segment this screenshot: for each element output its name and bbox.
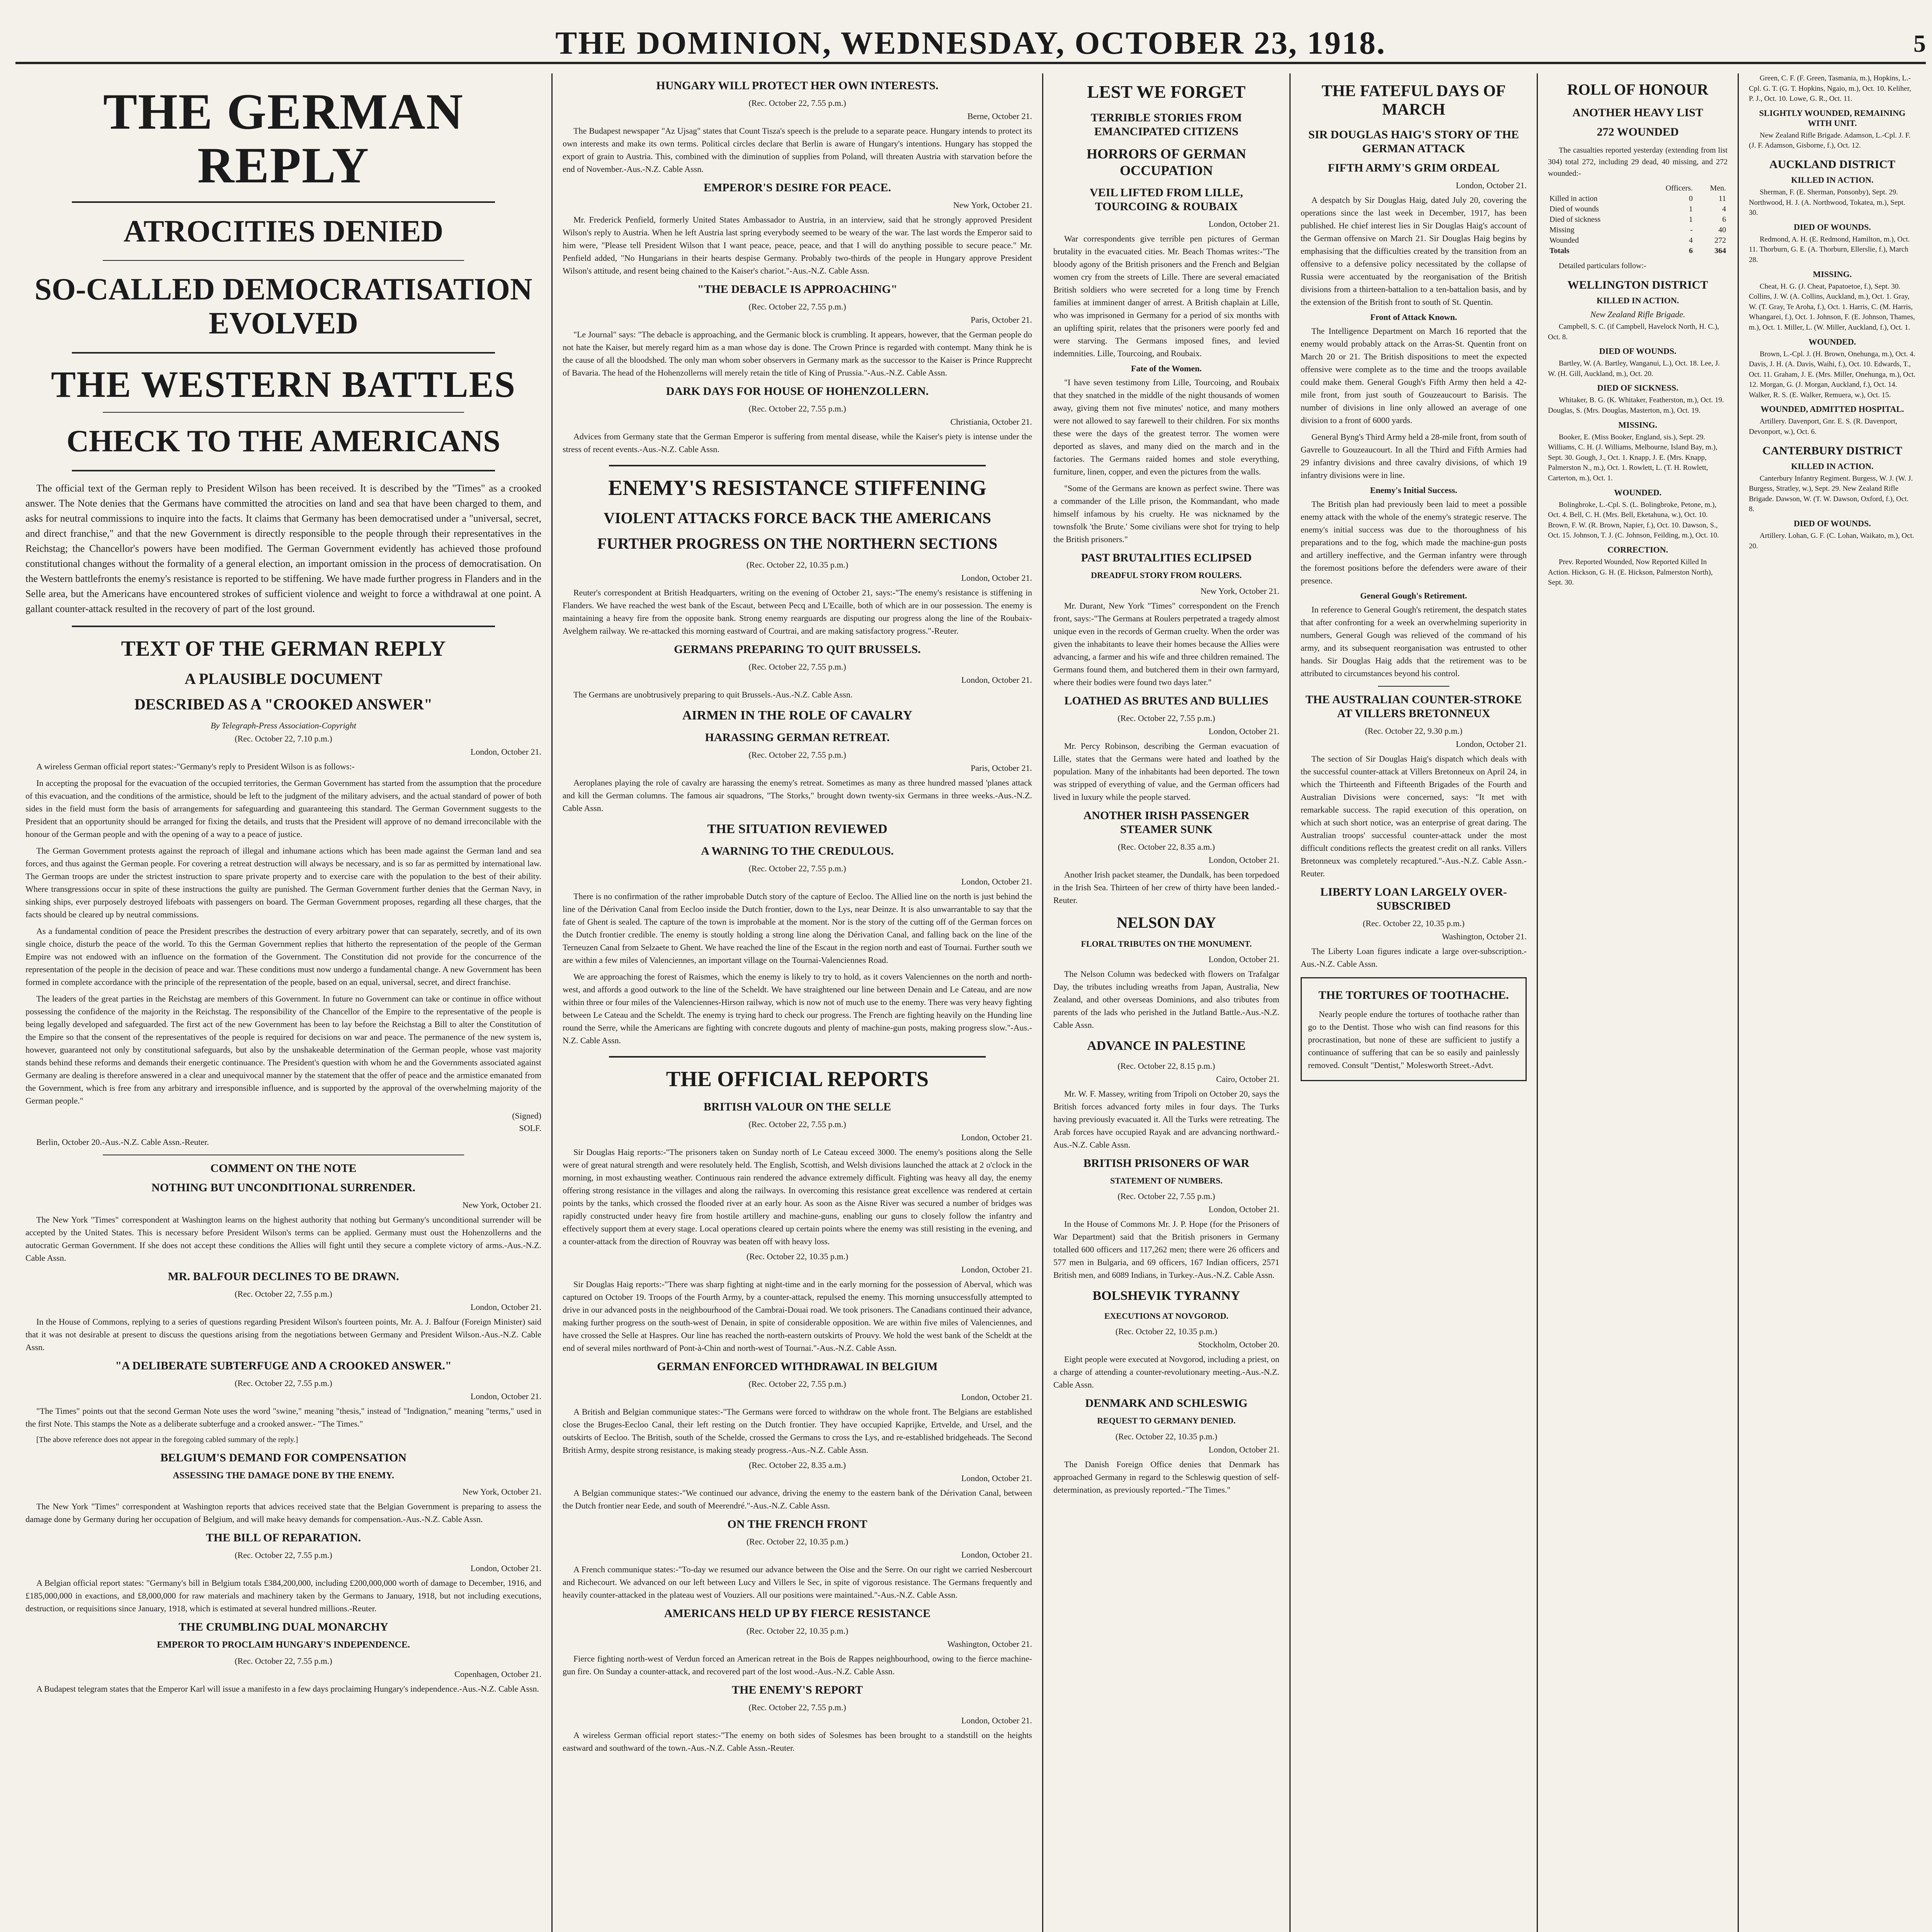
roll-note: Detailed particulars follow:-: [1559, 262, 1646, 270]
subhead-selle: BRITISH VALOUR ON THE SELLE: [703, 1100, 891, 1114]
dateline: London, October 21.: [961, 1473, 1032, 1483]
casualty-list: Green, C. F. (F. Green, Tasmania, m.), Hopkins, L.-Cpl. G. T. (G. T. Hopkins, Ngaio, m.), Oct. 10. Keliher, P. J., Oct. 10. Lowe, G. R., Oct. 11.: [1749, 74, 1912, 103]
table-cell: Missing: [1549, 226, 1575, 234]
article-paragraph: "I have seven testimony from Lille, Tourcoing, and Roubaix that they snatched in the middle of the night thousands of women away, giving them not five minutes' notice, and many mothers were not allowed to say farewell to their children. For six months these were the days of the greatest terror. The women were deported as slaves, and many died on the march and in the factories. The Germans raided homes and stole everything, furniture, linen, copper, and even the pictures from the walls.: [1053, 378, 1279, 477]
masthead-title: THE DOMINION, WEDNESDAY, OCTOBER 23, 1918.: [555, 25, 1386, 61]
article-paragraph: The Germans are unobtrusively preparing to quit Brussels.-Aus.-N.Z. Cable Assn.: [573, 690, 853, 700]
article-paragraph: A wireless German official report states:-"The enemy on both sides of Solesmes has been brought to a standstill on the heights eastward and southward of the town.-Aus.-N.Z. Cable Assn.-Reuter.: [563, 1730, 1032, 1753]
article-paragraph: A Budapest telegram states that the Emperor Karl will issue a manifesto in a few days proclaiming Hungary's independence.-Aus.-N.Z. Cable Assn.: [36, 1684, 539, 1694]
dateline: Paris, October 21.: [971, 315, 1032, 325]
headline-irish-steamer: ANOTHER IRISH PASSENGER STEAMER SUNK: [1083, 809, 1250, 836]
subhead-novgorod: EXECUTIONS AT NOVGOROD.: [1104, 1311, 1229, 1321]
reply-paragraph: The leaders of the great parties in the Reichstag are members of this Government. In future no Government can take or continue in office without possessing the confidence of the majority in the Reichstag. The responsibility of the Chancellor of the Empire to the representative of the people is being legally developed and safeguarded. The first act of the new Government has been to lay before the Reichstag a Bill to alter the Constitution of the Empire so that the consent of the representatives of the people is required for decisions on war and peace. The permanence of the new system is, however, guaranteed not only by constitutional safeguards, but also by the unshakeable determination of the German people, whose vast majority stands behind these reforms and demands their energetic continuance. The President's question with whom he and the Governments associated against Germany are dealing is therefore answered in a clear and unequivocal manner by the statement that the offer of peace and the armistice emanated from the Government, which is free from any arbitrary and irresponsible influence, and is supported by the approval of the overwhelming majority of the German people.": [26, 994, 541, 1106]
article-paragraph: Mr. W. F. Massey, writing from Tripoli on October 20, says the British forces advanced forty miles in four days. The Turks having previously evacuated it. All the Turks were retreating. The Arab forces have occupied Rayak and are advancing northward.-Aus.-N.Z. Cable Assn.: [1053, 1088, 1279, 1150]
headline-past-brutalities: PAST BRUTALITIES ECLIPSED: [1081, 551, 1252, 565]
article-paragraph: Reuter's correspondent at British Headquarters, writing on the evening of October 21, says:-"The enemy's resistance is stiffening in Flanders. We have reached the west bank of the Escaut, between Pecq and L'Ecaille, both of which are in our possession. The enemy is maintaining a heavy fire from the opposite bank. Strong enemy rearguards are disputing our progress along the line of the Roubaix-Avelghem railway. We re-attacked this morning eastward of Courtrai, and are making satisfactory progress."-Reuter.: [563, 588, 1032, 636]
table-cell: Died of sickness: [1549, 215, 1601, 224]
dateline: London, October 21.: [961, 1133, 1032, 1143]
district-heading: CANTERBURY DISTRICT: [1762, 444, 1903, 457]
headline-belgium: BELGIUM'S DEMAND FOR COMPENSATION: [160, 1451, 406, 1464]
article-paragraph: There is no confirmation of the rather improbable Dutch story of the capture of Eecloo. The Allied line on the north is just behind the line of the Dérivation Canal from Eecloo inside the Dutch frontier, down to the Lys, near Deinze. It is also unwarrantable to say that the fate of Ghent is sealed. The capture of the town is improbable at the moment. Nor is the story of the cutting off of the German forces on the Dutch frontier credible. The enemy is stoutly holding a strong line along the Dérivation Canal, and falling back on the line of the Terneuzen Canal from Selzaete to Ghent. We have reached the line of the Escaut in the region north and east of Tournai. Further south we are within a few miles of Valenciennes, an important village on the Tournai-Valenciennes Road.: [563, 891, 1032, 965]
article-paragraph: Sir Douglas Haig reports:-"The prisoners taken on Sunday north of Le Cateau exceed 3000. The enemy's positions along the Selle were of great natural strength and were resolutely held. The English, Scottish, and Welsh divisions launched the attack at 2 o'clock in the morning, in most exhausting weather. Continuous rain rendered the advance extremely difficult. Fighting was heavy all day, the enemy offering strong resistance in the villages and along the railways. In overcoming this resistance great excellence was rendered at certain points by the tanks, which crossed the flooded river at an early hour. As soon as the Aisne River was secured a number of bridges was rapidly constructed under heavy fire from hostile artillery and machine-guns, enabling our guns to closely follow the infantry and effectively support them at every stage. Local operations cleared up certain points where the enemy was still resisting in the evening, and a counter-attack from the direction of Rouvray was beaten off with heavy loss.: [563, 1147, 1032, 1247]
casualty-list: Whitaker, B. G. (K. Whitaker, Featherston, m.), Oct. 19. Douglas, S. (Mrs. Douglas, Masterton, m.), Oct. 19.: [1548, 396, 1724, 415]
dateline: New York, October 21.: [462, 1200, 541, 1210]
headline-hungary-interests: HUNGARY WILL PROTECT HER OWN INTERESTS.: [656, 79, 939, 92]
dateline: Stockholm, October 20.: [1198, 1340, 1279, 1350]
headline-situation: THE SITUATION REVIEWED: [707, 822, 888, 837]
casualty-table: [1548, 183, 1728, 256]
casualty-category: DIED OF SICKNESS.: [1597, 383, 1679, 393]
table-row: [1548, 246, 1728, 256]
divider: [609, 1056, 986, 1058]
article-paragraph: General Byng's Third Army held a 28-mile front, from south of Gavrelle to Gouzeaucourt. In all the Third and Fifth Armies had 29 infantry divisions and three cavalry divisions, of which 19 infantry divisions were in line.: [1301, 432, 1527, 480]
subhead-request: REQUEST TO GERMANY DENIED.: [1097, 1416, 1236, 1426]
article-paragraph: "Le Journal" says: "The debacle is approaching, and the Germanic block is crumbling. It appears, however, that the German people do not hate the Kaiser, but merely regard him as a man whose day is done. The Crown Prince is regarded with contempt. Many think he is the cause of all the bloodshed. The only man whom sober observers in Germany mark as the successor to the Kaiser is Prince Rupprecht of Bavaria. The head of the Hohenzollerns will merely retain the title of King of Prussia."-Aus.-N.Z. Cable Assn.: [563, 330, 1032, 378]
subhead-fifth-army: FIFTH ARMY'S GRIM ORDEAL: [1328, 161, 1500, 174]
headline-airmen: AIRMEN IN THE ROLE OF CAVALRY: [682, 708, 913, 723]
dateline: London, October 21.: [470, 1563, 541, 1573]
headline-official-reports: THE OFFICIAL REPORTS: [666, 1067, 929, 1091]
casualty-category: WOUNDED.: [1808, 337, 1856, 347]
subhead-hungary: EMPEROR TO PROCLAIM HUNGARY'S INDEPENDENCE.: [157, 1640, 410, 1650]
article-paragraph: The section of Sir Douglas Haig's dispatch which deals with the successful counter-attack at Villers Bretonneux on April 24, in which the Thirteenth and Fifteenth Brigades of the Fourth and Australian Divisions were concerned, says: "It met with remarkable success. The rapid execution of this operation, on which at such short notice, was an enterprise of great daring. The Australian troops' successful counter-attack under the most difficult conditions reflects the greatest credit on all ranks. Villers Bretonneux was completely recaptured."-Aus.-N.Z. Cable Assn.-Reuter.: [1301, 753, 1527, 878]
dateline: (Rec. October 22, 7.55 p.m.): [235, 1656, 332, 1666]
subhead-northern-progress: FURTHER PROGRESS ON THE NORTHERN SECTIONS: [597, 535, 998, 553]
district-heading: AUCKLAND DISTRICT: [1769, 158, 1895, 171]
headline-western-battles: THE WESTERN BATTLES: [51, 364, 516, 405]
dateline: London, October 21.: [961, 1392, 1032, 1402]
article-paragraph: A French communique states:-"To-day we resumed our advance between the Oise and the Serre. On our right we carried Nesbercourt and Richecourt. We advanced on our left between Lucy and Villers le Sec, in spite of vigorous resistance. The Germans frequently and heavily counter-attacked in the plateau west of Vouziers. All our positions were maintained."-Aus.-N.Z. Cable Assn.: [563, 1565, 1032, 1600]
dateline: (Rec. October 22, 7.55 p.m.): [748, 1379, 846, 1389]
dateline: London, October 21.: [1208, 954, 1279, 964]
columns: [15, 73, 1926, 1932]
subhead-plausible: A PLAUSIBLE DOCUMENT: [184, 670, 383, 688]
headline-balfour: MR. BALFOUR DECLINES TO BE DRAWN.: [168, 1270, 399, 1283]
headline-denmark: DENMARK AND SCHLESWIG: [1085, 1397, 1248, 1410]
headline-comment: COMMENT ON THE NOTE: [210, 1162, 357, 1175]
signatory: SOLF.: [519, 1123, 541, 1133]
table-row: [1548, 194, 1728, 204]
headline-german-reply: THE GERMAN REPLY: [103, 83, 464, 194]
headline-prisoners: BRITISH PRISONERS OF WAR: [1083, 1156, 1250, 1170]
column-lest-we-forget: [1043, 73, 1291, 1932]
dateline: London, October 21.: [961, 573, 1032, 583]
casualty-list: Bolingbroke, L.-Cpl. S. (L. Bolingbroke, Petone, m.), Oct. 4. Bell, C. H. (Mrs. Bell, Eketahuna, w.), Oct. 10. Brown, F. W. (R. Brown, Napier, f.), Oct. 10. Dawson, S., Oct. 15. Johnson, T. J. (C. Johnson, Feilding, m.), Oct. 10.: [1548, 500, 1719, 540]
article-paragraph: We are approaching the forest of Raismes, which the enemy is likely to try to hold, as it covers Valenciennes on the north and north-west, and affords a good outwork to the line of the Scheldt. We have straightened our line between Denain and Le Cateau, and are now within three or four miles of the Valenciennes-Hirson railway, which is now not of much use to the enemy. There was very heavy fighting between Le Cateau and the Scheldt. The enemy is trying hard to check our progress. The French are fighting heavily on the Hunding line round the Serre, while the Americans are fighting with concrete dugouts and plenty of machine-gun posts, making progress slow."-Aus.-N.Z. Cable Assn.: [563, 971, 1032, 1045]
article-paragraph: "Some of the Germans are known as perfect swine. There was a commander of the Lille prison, the Kommandant, who made himself infamous by his cruelty. He was nicknamed by the townsfolk 'the Brute.' Some civilians were shot for trying to help the British prisoners.": [1053, 483, 1279, 544]
headline-enemy-report: THE ENEMY'S REPORT: [732, 1684, 863, 1697]
article-paragraph: In the House of Commons, replying to a series of questions regarding President Wilson's fourteen points, Mr. A. J. Balfour (Foreign Minister) said that it was not desirable at present to discuss the questions arising from the negotiations between Germany and President Wilson.-Aus.-N.Z. Cable Assn.: [26, 1317, 541, 1352]
dateline: Copenhagen, October 21.: [454, 1669, 541, 1679]
page-number: 5: [1913, 30, 1926, 57]
article-paragraph: The British plan had previously been laid to meet a possible enemy attack with the whole of the enemy's strategic reserve. The enemy's initial success was due to the thoroughness of his preparations and to the fog, which made the machine-gun posts and artillery ineffective, and the German infantry were through the foremost positions before the defenders were aware of their presence.: [1301, 499, 1527, 585]
dateline: London, October 21.: [1208, 1204, 1279, 1214]
dateline: (Rec. October 22, 7.10 p.m.): [235, 734, 332, 744]
article-paragraph: In reference to General Gough's retirement, the despatch states that after confronting for a week an overwhelming superiority in numbers, General Gough was relieved of the command of his army, and its subsequent reorganisation was entrusted to other hands. Sir Douglas Haig adds that the retirement was to be attributed to circumstances beyond his control.: [1301, 604, 1527, 678]
dateline: New York, October 21.: [462, 1487, 541, 1497]
dateline: (Rec. October 22, 10.35 p.m.): [746, 1252, 849, 1262]
casualty-category: DIED OF WOUNDS.: [1794, 222, 1871, 232]
casualty-list: Bartley, W. (A. Bartley, Wanganui, L.), Oct. 18. Lee, J. W. (H. Gill, Auckland, m.), Oct. 20.: [1548, 359, 1720, 378]
headline-french-front: ON THE FRENCH FRONT: [727, 1518, 867, 1531]
headline-hohenzollern: DARK DAYS FOR HOUSE OF HOHENZOLLERN.: [666, 385, 929, 398]
table-cell: 364: [1714, 247, 1726, 255]
article-paragraph: A British and Belgian communique states:-"The Germans were forced to withdraw on the whole front. The Belgians are established close the Bruges-Eecloo Canal, their left resting on the Dutch frontier. They have occupied Kaprijke, Ertvelde, and Ursel, and the outskirts of Eecloo. The British, south of the Schelde, crossed the Germans to cross the Lys, and re-established bridgeheads. The Second British Army, despite strong resistance, is making steady progress.-Aus.-N.Z. Cable Assn.: [563, 1407, 1032, 1455]
headline-nelson-day: NELSON DAY: [1116, 913, 1216, 931]
headline-reparation: THE BILL OF REPARATION.: [206, 1531, 361, 1544]
dateline: (Rec. October 22, 7.55 p.m.): [748, 302, 846, 311]
table-row: [1548, 204, 1728, 214]
dateline: London, October 21.: [961, 1550, 1032, 1560]
casualty-list: Booker, E. (Miss Booker, England, sis.), Sept. 29. Williams, C. H. (J. Williams, Melbourne, Island Bay, m.), Sept. 30. Gough, J., Oct. 1. Knapp, J. E. (Mrs. Knapp, Palmerston N., m.), Oct. 1. Rowlett, L. (T. H. Rowlett, Carterton, m.), Oct. 1.: [1548, 433, 1718, 482]
dateline: (Rec. October 22, 10.35 p.m.): [1362, 918, 1465, 928]
dateline: (Rec. October 22, 8.35 a.m.): [748, 1460, 846, 1470]
article-paragraph: "The Times" points out that the second German Note uses the word "swine," meaning "thesis," instead of "Indignation," meaning "terms," used in the first Note. This stamps the Note as a deliberate subterfuge and a crooked answer.- "The Times.": [26, 1406, 541, 1429]
table-cell: Men.: [1710, 184, 1726, 192]
dateline: (Rec. October 22, 7.55 p.m.): [235, 1550, 332, 1560]
dateline: Berne, October 21.: [967, 111, 1032, 121]
casualty-list: Canterbury Infantry Regiment. Burgess, W. J. (W. J. Burgess, Stratley, w.), Sept. 29. New Zealand Rifle Brigade. Dawson, W. (T. W. Dawson, Oxford, f.), Oct. 8.: [1749, 474, 1913, 514]
dateline: (Rec. October 22, 7.55 p.m.): [235, 1289, 332, 1299]
divider: [103, 260, 464, 261]
headline-australian: THE AUSTRALIAN COUNTER-STROKE AT VILLERS BRETONNEUX: [1305, 693, 1522, 720]
credit-line: Berlin, October 20.-Aus.-N.Z. Cable Assn.-Reuter.: [36, 1137, 209, 1147]
table-cell: 6: [1689, 247, 1693, 255]
table-cell: 0: [1689, 194, 1693, 203]
article-paragraph: Mr. Percy Robinson, describing the German evacuation of Lille, states that the Germans were hated and loathed by the population. Many of the inhabitants had been deported. The town was stripped of everything of value, and the German officers had lived in luxury while the people starved.: [1053, 741, 1279, 802]
article-paragraph: The Intelligence Department on March 16 reported that the enemy would probably attack on the Arras-St. Quentin front on March 20 or 21. The British dispositions to meet the expected offensive were complete as to the time and the troops available could make them. General Gough's Fifth Army then held a 42-mile front, from just south of Gouzeaucourt to Barisis. The number of divisions in line only allowed an average of one division to a front of 6000 yards.: [1301, 326, 1527, 425]
subhead-floral: FLORAL TRIBUTES ON THE MONUMENT.: [1081, 939, 1252, 949]
casualty-category: WOUNDED, ADMITTED HOSPITAL.: [1760, 404, 1904, 414]
article-paragraph: The Nelson Column was bedecked with flowers on Trafalgar Day, the tributes including wreaths from Japan, Australia, New Zealand, and other overseas Dominions, and also tributes from parents of the lads who perished in the Jutland Battle.-Aus.-N.Z. Cable Assn.: [1053, 969, 1279, 1030]
dateline: London, October 21.: [1456, 180, 1527, 190]
divider: [72, 201, 495, 203]
reply-paragraph: The German Government protests against the reproach of illegal and inhumane actions which has been made against the German land and sea forces, and thus against the German people. For covering a retreat destruction will always be necessary, and is so far as permitted by international law. The German troops are under the strictest instruction to spare private property and to exercise care with the population to the best of their ability. Where transgressions occur in spite of these instructions the guilty are punished. The German Government further denies that the German Navy, in sinking ships, ever purposely destroyed lifeboats with passengers on board. The German Government proposes, regarding all these charges, that the facts should be cleared up by neutral commissions.: [26, 846, 541, 920]
subhead-roulers: DREADFUL STORY FROM ROULERS.: [1091, 570, 1242, 580]
dateline: London, October 21.: [1456, 739, 1527, 749]
casualty-list: Sherman, F. (E. Sherman, Ponsonby), Sept. 29. Northwood, H. J. (A. Northwood, Tokatea, m.), Sept. 30.: [1749, 188, 1905, 217]
article-paragraph: In the House of Commons Mr. J. P. Hope (for the Prisoners of War Department) said that the British prisoners in Germany totalled 600 officers and 117,262 men; there were 26 officers and 577 men in Bulgaria, and 69 officers, 167 Indian officers, 2571 British men, and 6089 Indians, in Turkey.-Aus.-N.Z. Cable Assn.: [1053, 1219, 1279, 1280]
subhead-harassing: HARASSING GERMAN RETREAT.: [705, 731, 890, 744]
dateline: (Rec. October 22, 10.35 p.m.): [746, 560, 849, 570]
dateline: London, October 21.: [470, 1302, 541, 1312]
ad-text: Nearly people endure the tortures of toothache rather than go to the Dentist. Those who wish can find reasons for this procrastination, but none of these are sufficient to justify a continuance of suffering that can be so easily and painlessly removed. Consult "Dentist," Molesworth Street.-Advt.: [1308, 1009, 1519, 1070]
dateline: (Rec. October 22, 10.35 p.m.): [1115, 1327, 1218, 1337]
table-cell: -: [1690, 226, 1693, 234]
headline-americans-held: AMERICANS HELD UP BY FIERCE RESISTANCE: [664, 1607, 931, 1620]
headline-brussels: GERMANS PREPARING TO QUIT BRUSSELS.: [674, 643, 921, 656]
dateline: New York, October 21.: [953, 200, 1032, 210]
article-paragraph: The New York "Times" correspondent at Washington reports that advices received state that the Belgian Government is preparing to assess the damage done by Germany during her occupation of Belgium, and will make heavy demands for compensation.-Aus.-N.Z. Cable Assn.: [26, 1502, 541, 1524]
dateline: London, October 21.: [961, 876, 1032, 886]
subhead-surrender: NOTHING BUT UNCONDITIONAL SURRENDER.: [151, 1181, 415, 1194]
casualty-list: Brown, L.-Cpl. J. (H. Brown, Onehunga, m.), Oct. 4. Davis, J. H. (A. Davis, Waihi, f.), Oct. 10. Edwards, T., Oct. 11. Graham, J. E. (Mrs. Miller, Onehunga, m.), Oct. 12. Morgan, G. (J. Morgan, Auckland, f.), Oct. 14. Walker, R. S. (E. Walker, Remuera, w.), Oct. 15.: [1749, 350, 1916, 399]
casualty-category: MISSING.: [1813, 269, 1852, 279]
intro-paragraph: The official text of the German reply to President Wilson has been received. It is described by the "Times" as a crooked answer. The Note denies that the Germans have committed the atrocities on land and sea that have been charged to them, and asks for neutral commissions to inquire into the facts. It claims that Germany has been democratised under a "universal, secret, and direct franchise," and that the new Government is directly responsible to the people through their representatives in the Reichstag; the Chancellor's powers have been modified. The German Government evidently has achieved those profound constitutional changes without the formality of a general election, an important omission in the process of democratisation. On the Western battlefronts the enemy's resistance is reported to be stiffening. We have made further progress in Flanders and in the Selle area, but the Americans have encountered strokes of sufficient violence and weight to force a withdrawal at one point. A gallant counter-attack resulted in the recovery of part of the lost ground.: [26, 482, 541, 614]
byline: By Telegraph-Press Association-Copyright: [211, 721, 356, 731]
table-cell: 11: [1718, 194, 1726, 203]
article-paragraph: Advices from Germany state that the German Emperor is suffering from mental disease, while the Kaiser's piety is intense under the stress of recent events.-Aus.-N.Z. Cable Assn.: [563, 432, 1032, 454]
column-fateful-days: [1291, 73, 1538, 1932]
table-row: [1548, 214, 1728, 225]
subhead-numbers: STATEMENT OF NUMBERS.: [1110, 1175, 1223, 1185]
dateline: (Rec. October 22, 8.15 p.m.): [1117, 1061, 1215, 1071]
dateline: London, October 21.: [961, 675, 1032, 685]
casualty-list: Redmond, A. H. (E. Redmond, Hamilton, m.), Oct. 11. Thorburn, G. E. (A. Thorburn, Ellerslie, f.), March 28.: [1749, 235, 1910, 264]
dateline: London, October 21.: [961, 1716, 1032, 1726]
table-cell: Killed in action: [1549, 194, 1598, 203]
column-roll-of-honour: [1538, 73, 1739, 1932]
subhead-haig-story: SIR DOUGLAS HAIG'S STORY OF THE GERMAN ATTACK: [1308, 128, 1519, 155]
casualty-list: Cheat, H. G. (J. Cheat, Papatoetoe, f.), Sept. 30. Collins, J. W. (A. Collins, Auckland, m.), Oct. 1. Gray, W. (T. Gray, Te Aroha, f.), Oct. 1. Harris, C. (M. Harris, Whangarei, f.), Oct. 1. Johnson, F. (E. Johnson, Thames, m.), Oct. 1. Miller, L. (W. Miller, Auckland, f.), Oct. 1.: [1749, 282, 1915, 332]
headline-fateful-days: THE FATEFUL DAYS OF MARCH: [1321, 82, 1506, 119]
table-cell: 6: [1722, 215, 1726, 224]
dateline: Cairo, October 21.: [1216, 1074, 1279, 1084]
dateline: (Rec. October 22, 7.55 p.m.): [748, 863, 846, 873]
ad-headline: THE TORTURES OF TOOTHACHE.: [1318, 988, 1509, 1002]
article-paragraph: Another Irish packet steamer, the Dundalk, has been torpedoed in the Irish Sea. Thirteen of her crew of thirty have been landed.-Reuter.: [1053, 869, 1279, 905]
dateline: Paris, October 21.: [971, 763, 1032, 773]
article-paragraph: The Danish Foreign Office denies that Denmark has approached Germany in regard to the Schleswig question of self-determination, as previously reported.-"The Times.": [1053, 1459, 1279, 1495]
reply-paragraph: In accepting the proposal for the evacuation of the occupied territories, the German Government has started from the assumption that the procedure of this evacuation, and the conditions of the armistice, should be left to the judgment of the military advisers, and the actual standard of power of both sides in the field must form the basis of arrangements for safeguarding and guaranteeing this standard. The German Government suggests to the President that an opportunity should be arranged for fixing the details, and trusts that the President will approve of no demand irreconcilable with the honour of the German people and with the opening of a way to a peace of justice.: [26, 778, 541, 839]
table-cell: 40: [1718, 226, 1726, 234]
casualty-category: DIED OF WOUNDS.: [1794, 519, 1871, 529]
divider: [72, 352, 495, 354]
dateline: (Rec. October 22, 7.55 p.m.): [235, 1378, 332, 1388]
headline-loathed: LOATHED AS BRUTES AND BULLIES: [1064, 694, 1269, 707]
table-cell: 4: [1689, 236, 1693, 245]
section-heading: Fate of the Women.: [1131, 364, 1202, 374]
article-paragraph: Sir Douglas Haig reports:-"There was sharp fighting at night-time and in the early morning for the possession of Aberval, which was captured on October 19. Troops of the Fourth Army, by a counter-attack, repulsed the enemy. This morning unsuccessfully attempted to drive in our advanced posts in the neighbourhood of the Cambrai-Douai road. We took prisoners. The Canadians continued their advance, making further progress on the south-west of Denain, in spite of considerable opposition. We are within five miles of Valenciennes, and have crossed the Selle at Haspres. Our line has reached the north-eastern outskirts of Prouvy. We hold the west bank of the Scheldt at the end of several miles northward of Pont-à-Chin and north-west of Tournai."-Aus.-N.Z. Cable Assn.: [563, 1279, 1032, 1353]
table-row: [1548, 235, 1728, 246]
article-paragraph: A despatch by Sir Douglas Haig, dated July 20, covering the operations since the last week in December, 1917, has been published. He chief interest lies in Sir Douglas Haig's account of the German offensive on March 21. Sir Douglas Haig begins by emphasising that the difficulties created by the transition from an offensive to a defensive policy necessitated by the collapse of Russia were accentuated by the reorganisation of the British divisions from a thirteen-battalion to a ten-battalion basis, and by the extension of the British front to south of St. Quentin.: [1301, 195, 1527, 307]
table-cell: 4: [1722, 205, 1726, 213]
reply-paragraph: As a fundamental condition of peace the President prescribes the destruction of every arbitrary power that can separately, secretly, and of its own single choice, disturb the peace of the world. To this the German Government replies that hitherto the representation of the people of the German Empire was not endowed with an influence on the formation of the Government. The Constitution did not provide for the concurrence of the representation of the people in the decision of peace and war. These conditions must now undergo a fundamental change. A new Government has been formed in complete accordance with the principle of the representation of the people, based on an equal, universal, secret, and direct franchise.: [26, 926, 541, 987]
casualty-category: CORRECTION.: [1607, 544, 1668, 554]
table-cell: Wounded: [1549, 236, 1579, 245]
dateline: (Rec. October 22, 7.55 p.m.): [748, 404, 846, 413]
casualty-category: KILLED IN ACTION.: [1791, 175, 1874, 185]
dateline: London, October 21.: [1208, 219, 1279, 229]
divider: [1378, 686, 1449, 687]
casualty-list: Artillery. Lohan, G. F. (C. Lohan, Waikato, m.), Oct. 20.: [1749, 532, 1914, 550]
headline-liberty-loan: LIBERTY LOAN LARGELY OVER-SUBSCRIBED: [1320, 885, 1507, 912]
article-paragraph: The New York "Times" correspondent at Washington learns on the highest authority that nothing but Germany's unconditional surrender will be accepted by the United States. This is necessary before President Wilson's terms can be applied. Germany must oust the Hohenzollerns and the autocratic German Government. If she does not accept these conditions the Allies will fight until they secure a complete victory of arms.-Aus.-N.Z. Cable Assn.: [26, 1215, 541, 1263]
article-paragraph: Mr. Durant, New York "Times" correspondent on the French front, says:-"The Germans at Roulers perpetrated a tragedy almost unique even in the records of German cruelty. When the order was given the inhabitants to leave their homes because the Allies were advancing, a farmer and his wife and three children remained. The Germans found them, and butchered them in their own farmyard, where their bodies were found two days later.": [1053, 600, 1279, 687]
divider: [72, 626, 495, 627]
dateline: (Rec. October 22, 7.55 p.m.): [1117, 713, 1215, 723]
table-cell: 272: [1714, 236, 1726, 245]
dateline: (Rec. October 22, 7.55 p.m.): [748, 750, 846, 760]
headline-subterfuge: "A DELIBERATE SUBTERFUGE AND A CROOKED ANSWER.": [115, 1359, 452, 1372]
dateline: (Rec. October 22, 7.55 p.m.): [748, 662, 846, 672]
dateline: (Rec. October 22, 7.55 p.m.): [748, 1119, 846, 1129]
casualty-category: DIED OF WOUNDS.: [1599, 346, 1677, 356]
table-cell: 1: [1689, 215, 1693, 224]
article-paragraph: A Belgian communique states:-"We continued our advance, driving the enemy to the eastern bank of the Dérivation Canal, between the Dutch frontier near Eede, and south of Meerendré."-Aus.-N.Z. Cable Assn.: [563, 1488, 1032, 1511]
casualty-list: Artillery. Davenport, Gnr. E. S. (R. Davenport, Devonport, w.), Oct. 6.: [1749, 417, 1897, 436]
dateline: (Rec. October 22, 7.55 p.m.): [748, 1702, 846, 1713]
headline-palestine: ADVANCE IN PALESTINE: [1087, 1039, 1246, 1053]
article-paragraph: War correspondents give terrible pen pictures of German brutality in the evacuated cities. Mr. Beach Thomas writes:-"The bloody agony of the British prisoners and the French and Belgian women cry from the streets of Lille. There are several emaciated British soldiers who were secreted for a long time by French families at imminent danger of arrest. A British chaplain at Lille, who was imprisoned in Germany for a period of six months with an uplifting spirit, relates that the prisoners were poorly fed and were starving. The Germans imposed fines, and levied indemnities. Lille, Tourcoing, and Roubaix.: [1053, 234, 1279, 359]
dateline: New York, October 21.: [1200, 586, 1279, 596]
headline-bolshevik: BOLSHEVIK TYRANNY: [1092, 1289, 1240, 1303]
subhead-violent-attacks: VIOLENT ATTACKS FORCE BACK THE AMERICANS: [604, 509, 991, 527]
masthead: [15, 15, 1926, 64]
table-cell: Totals: [1549, 247, 1570, 255]
dateline: (Rec. October 22, 7.55 p.m.): [1117, 1191, 1215, 1201]
divider: [72, 470, 495, 471]
headline-text-reply: TEXT OF THE GERMAN REPLY: [121, 636, 446, 661]
dateline: (Rec. October 22, 10.35 p.m.): [1115, 1431, 1218, 1441]
article-paragraph: The Liberty Loan figures indicate a large over-subscription.-Aus.-N.Z. Cable Assn.: [1301, 946, 1527, 969]
headline-emperor-peace: EMPEROR'S DESIRE FOR PEACE.: [703, 181, 891, 194]
subhead-wounded-count: 272 WOUNDED: [1597, 126, 1679, 138]
casualty-category: MISSING.: [1618, 420, 1657, 430]
headline-roll-of-honour: ROLL OF HONOUR: [1567, 81, 1709, 98]
headline-belgium-withdrawal: GERMAN ENFORCED WITHDRAWAL IN BELGIUM: [657, 1360, 938, 1373]
table-cell: [1548, 183, 1642, 194]
divider: [103, 412, 464, 413]
article-paragraph: Eight people were executed at Novgorod, including a priest, on a charge of attending a counter-revolutionary meeting.-Aus.-N.Z. Cable Assn.: [1053, 1354, 1279, 1390]
dateline: London, October 21.: [1208, 726, 1279, 736]
subhead-crooked: DESCRIBED AS A "CROOKED ANSWER": [134, 696, 433, 713]
subhead-warning: A WARNING TO THE CREDULOUS.: [701, 844, 894, 857]
casualty-category: KILLED IN ACTION.: [1596, 296, 1679, 305]
dateline: Washington, October 21.: [947, 1639, 1032, 1649]
casualty-category: KILLED IN ACTION.: [1791, 461, 1874, 471]
dateline: London, October 21.: [961, 1265, 1032, 1275]
subhead-heavy-list: ANOTHER HEAVY LIST: [1572, 106, 1703, 119]
dateline: Christiania, October 21.: [950, 417, 1032, 427]
section-heading: Enemy's Initial Success.: [1370, 485, 1458, 495]
article-paragraph: Mr. Frederick Penfield, formerly United States Ambassador to Austria, in an interview, said that he strongly approved President Wilson's reply to Austria. When he left Austria last spring everybody seemed to be weary of the war. The last words the Emperor said to him were, "Please tell President Wilson that I want peace, peace, peace, and that I will do anything possible to secure peace." Mr. Penfield added, "No Hungarians in their hearts despise Germany. Probably two-thirds of the people in Hungary approve President Wilson's attitude, and resent being chained to the Kaiser's chariot."-Aus.-N.Z. Cable Assn.: [563, 215, 1032, 276]
subhead-check-americans: CHECK TO THE AMERICANS: [66, 424, 500, 458]
subhead-democratisation: SO-CALLED DEMOCRATISATION EVOLVED: [34, 272, 532, 341]
roll-intro: The casualties reported yesterday (extending from list 304) total 272, including 29 dead, 40 missing, and 272 wounded:-: [1548, 146, 1728, 178]
table-cell: 1: [1689, 205, 1693, 213]
table-row: [1548, 225, 1728, 235]
casualty-category: WOUNDED.: [1614, 487, 1662, 497]
advertisement-box: [1301, 977, 1527, 1081]
reply-paragraph: A wireless German official report states:-"Germany's reply to President Wilson is as follows:-: [36, 762, 355, 772]
article-paragraph: The Budapest newspaper "Az Ujsag" states that Count Tisza's speech is the prelude to a separate peace. Hungary intends to protect its own interests and make its own terms. Political circles declare that Berlin is aware of Hungary's intentions. Hungary has stopped the export of grain to Austria. This, combined with the diminution of supplies from Poland, will threaten Austria with starvation before the end of November.-Aus.-N.Z. Cable Assn.: [563, 126, 1032, 174]
dateline: London, October 21.: [470, 747, 541, 757]
dateline: Washington, October 21.: [1442, 931, 1527, 941]
section-heading: General Gough's Retirement.: [1360, 590, 1467, 600]
dateline: (Rec. October 22, 7.55 p.m.): [748, 98, 846, 108]
unit-heading: New Zealand Rifle Brigade.: [1590, 310, 1685, 319]
dateline: London, October 21.: [470, 1391, 541, 1401]
article-paragraph: A Belgian official report states: "Germany's bill in Belgium totals £384,200,000, including £200,000,000 worth of damage to December, 1916, and £185,000,000 in exactions, and £8,000,000 for raw materials and machinery taken by the Germans to January, 1918, but not including executions, destruction, or requisitions since January, 1918, which is estimated at several hundred millions.-Reuter.: [26, 1578, 541, 1614]
district-heading: WELLINGTON DISTRICT: [1567, 279, 1708, 291]
column-roll-continued: [1739, 73, 1926, 1932]
signed-label: (Signed): [512, 1111, 541, 1121]
dateline: London, October 21.: [1208, 1444, 1279, 1454]
divider: [609, 465, 986, 466]
headline-dual-monarchy: THE CRUMBLING DUAL MONARCHY: [179, 1621, 388, 1634]
article-paragraph: Fierce fighting north-west of Verdun forced an American retreat in the Bois de Rappes neighbourhood, owing to the fierce machine-gun fire. On Sunday a counter-attack, and recovered part of the lost wood.-Aus.-N.Z. Cable Assn.: [563, 1654, 1032, 1677]
article-paragraph: Aeroplanes playing the role of cavalry are harassing the enemy's retreat. Sometimes as many as three hundred massed 'planes attack and kill the German columns. The famous air squadrons, "The Storks," brought down twenty-six Germans in three weeks.-Aus.-N.Z. Cable Assn.: [563, 778, 1032, 813]
dateline: (Rec. October 22, 8.35 a.m.): [1117, 842, 1215, 852]
headline-resistance: ENEMY'S RESISTANCE STIFFENING: [608, 476, 987, 500]
casualty-list: New Zealand Rifle Brigade. Adamson, L.-Cpl. J. F. (J. F. Adamson, Gisborne, f.), Oct. 12.: [1749, 131, 1911, 150]
subhead-atrocities: ATROCITIES DENIED: [123, 214, 444, 249]
table-header: [1548, 183, 1728, 194]
headline-lest-we-forget: LEST WE FORGET: [1087, 82, 1246, 102]
dateline: London, October 21.: [1208, 855, 1279, 865]
column-war-news: [553, 73, 1043, 1932]
dateline: (Rec. October 22, 9.30 p.m.): [1365, 726, 1463, 736]
headline-debacle: "THE DEBACLE IS APPROACHING": [697, 283, 898, 296]
casualty-list: Campbell, S. C. (if Campbell, Havelock North, H. C.), Oct. 8.: [1548, 323, 1719, 341]
section-heading: Front of Attack Known.: [1370, 312, 1457, 322]
subhead-veil-lifted: VEIL LIFTED FROM LILLE, TOURCOING & ROUBAIX: [1090, 186, 1243, 213]
editor-note: [The above reference does not appear in the foregoing cabled summary of the reply.]: [36, 1435, 298, 1444]
table-cell: Officers.: [1665, 184, 1693, 192]
casualty-list: Prev. Reported Wounded, Now Reported Killed In Action. Hickson, G. H. (E. Hickson, Palmerston North), Sept. 30.: [1548, 558, 1713, 587]
dateline: (Rec. October 22, 10.35 p.m.): [746, 1626, 849, 1636]
subhead-terrible-stories: TERRIBLE STORIES FROM EMANCIPATED CITIZENS: [1090, 111, 1242, 138]
dateline: (Rec. October 22, 10.35 p.m.): [746, 1537, 849, 1547]
subhead-horrors: HORRORS OF GERMAN OCCUPATION: [1087, 146, 1246, 179]
casualty-category: SLIGHTLY WOUNDED, REMAINING WITH UNIT.: [1759, 108, 1906, 128]
subhead-damage: ASSESSING THE DAMAGE DONE BY THE ENEMY.: [173, 1471, 394, 1481]
column-german-reply: [15, 73, 553, 1932]
table-cell: Died of wounds: [1549, 205, 1599, 213]
